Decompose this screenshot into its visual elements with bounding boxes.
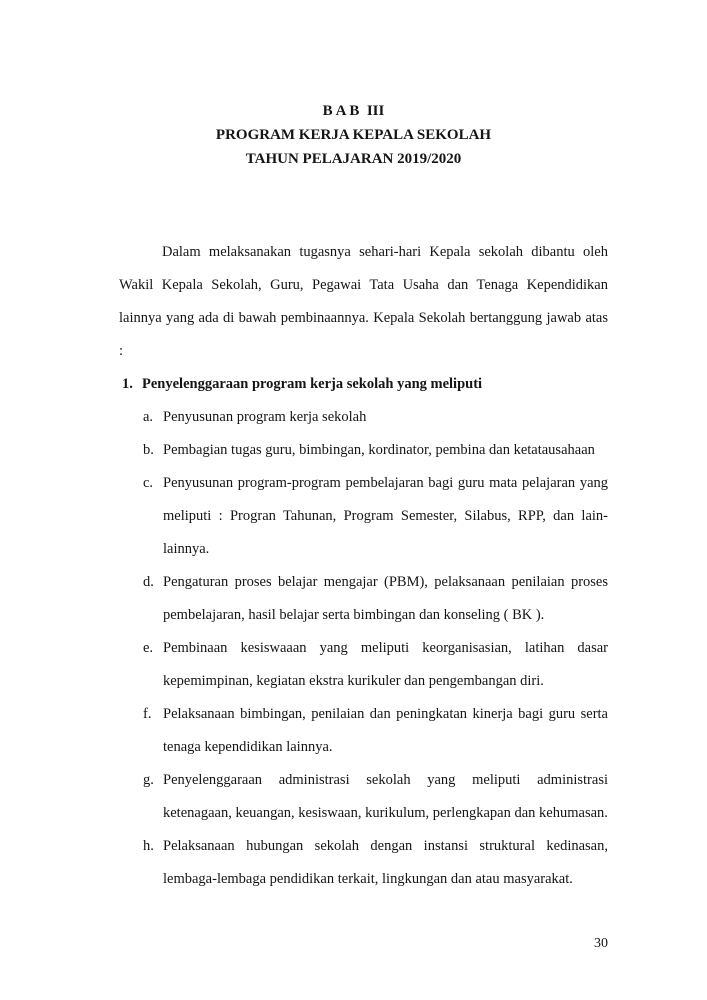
chapter-subtitle-year: TAHUN PELAJARAN 2019/2020 — [245, 151, 462, 167]
list-item-text: Penyusunan program-program pembelajaran bagi guru mata pelajaran yang meliputi : Progran Tahunan, Program Semester, Silabus, RPP, dan lain-lainnya. — [163, 475, 608, 557]
list-marker-c: c. — [143, 475, 154, 491]
chapter-title: PROGRAM KERJA KEPALA SEKOLAH — [215, 127, 492, 143]
list-item-text: Penyelenggaraan administrasi sekolah yang meliputi administrasi ketenagaan, keuangan, kesiswaan, kurikulum, perlengkapan dan kehumasan. — [163, 772, 608, 821]
list-number-marker: 1. — [122, 376, 133, 392]
numbered-list-item-1 — [119, 368, 608, 401]
chapter-number: B A B III — [322, 103, 385, 119]
list-item-e — [119, 632, 608, 698]
list-item-h — [119, 830, 608, 896]
list-marker-e: e. — [143, 640, 154, 656]
list-item-text: Pelaksanaan hubungan sekolah dengan instansi struktural kedinasan, lembaga-lembaga pendidikan terkait, lingkungan dan atau masyarakat. — [163, 838, 608, 887]
list-item-d — [119, 566, 608, 632]
list-item-f — [119, 698, 608, 764]
list-marker-h: h. — [143, 838, 154, 854]
list-item-g — [119, 764, 608, 830]
list-item-text: Pembagian tugas guru, bimbingan, kordinator, pembina dan ketatausahaan — [163, 442, 595, 458]
list-item-text: Pengaturan proses belajar mengajar (PBM), pelaksanaan penilaian proses pembelajaran, hasil belajar serta bimbingan dan konseling ( BK ). — [163, 574, 608, 623]
page-number: 30 — [594, 936, 608, 951]
list-marker-b: b. — [143, 442, 154, 458]
list-heading-text: Penyelenggaraan program kerja sekolah yang meliputi — [142, 376, 483, 392]
list-marker-a: a. — [143, 409, 154, 425]
list-marker-g: g. — [143, 772, 154, 788]
list-marker-f: f. — [143, 706, 152, 722]
chapter-title-block — [0, 99, 707, 171]
document-body — [119, 236, 608, 896]
list-marker-d: d. — [143, 574, 154, 590]
list-item-text: Penyusunan program kerja sekolah — [163, 409, 367, 425]
list-item-a — [119, 401, 608, 434]
intro-paragraph: Dalam melaksanakan tugasnya sehari-hari Kepala sekolah dibantu oleh Wakil Kepala Sekolah, Guru, Pegawai Tata Usaha dan Tenaga Kependidikan lainnya yang ada di bawah pembinaannya. Kepala Sekolah bertanggung jawab atas : — [119, 244, 608, 359]
list-item-b — [119, 434, 608, 467]
list-item-text: Pembinaan kesiswaaan yang meliputi keorganisasian, latihan dasar kepemimpinan, kegiatan ekstra kurikuler dan pengembangan diri. — [163, 640, 608, 689]
list-item-text: Pelaksanaan bimbingan, penilaian dan peningkatan kinerja bagi guru serta tenaga kependidikan lainnya. — [163, 706, 608, 755]
list-item-c — [119, 467, 608, 566]
